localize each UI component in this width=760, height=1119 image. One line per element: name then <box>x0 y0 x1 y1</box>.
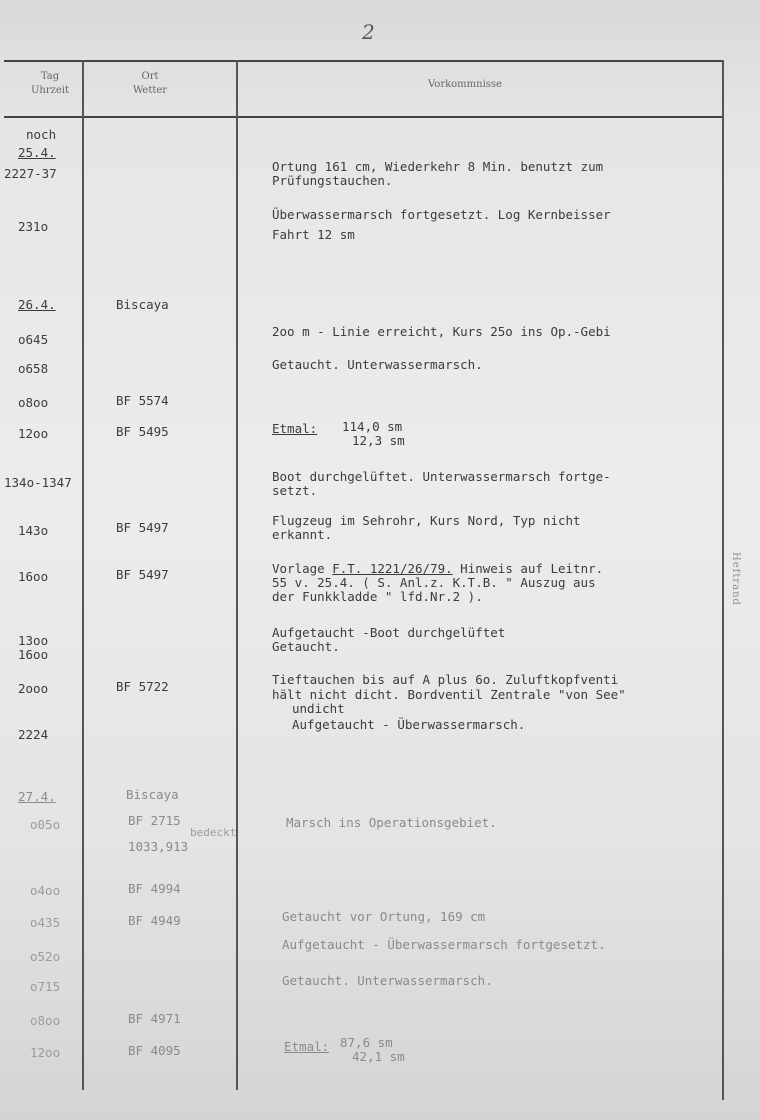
entry-time: o05o <box>30 817 61 832</box>
entry-event-line: Aufgetaucht -Boot durchgelüftet <box>272 625 506 640</box>
entry-pressure: 1033,913 <box>128 839 189 854</box>
entry-event-line: undicht <box>292 701 345 716</box>
entry-place: Biscaya <box>116 297 169 312</box>
margin-note: Heftrand <box>730 552 741 606</box>
entry-event-line: Getaucht. Unterwassermarsch. <box>272 357 483 372</box>
entry-time: o658 <box>18 361 49 376</box>
entry-event-line: Überwassermarsch fortgesetzt. Log Kernbeisser <box>272 207 611 222</box>
entry-event-line: Tieftauchen bis auf A plus 6o. Zuluftkopfventi <box>272 672 619 687</box>
entry-time: 231o <box>18 219 49 234</box>
entry-event-line: Getaucht vor Ortung, 169 cm <box>282 909 486 924</box>
entry-place: BF 4994 <box>128 881 181 896</box>
entry-time: 16oo <box>18 569 49 584</box>
entry-time: 143o <box>18 523 49 538</box>
entry-event-line: setzt. <box>272 483 318 498</box>
header-weather-label: Wetter <box>132 85 168 96</box>
entry-event-line: Aufgetaucht - Überwassermarsch fortgesetzt. <box>282 937 606 952</box>
entry-time: 13oo <box>18 633 49 648</box>
entry-place: BF 5495 <box>116 424 169 439</box>
entry-event-prefix: Vorlage <box>272 561 333 576</box>
entry-time: 134o-1347 <box>4 475 72 490</box>
entry-time: o8oo <box>30 1013 61 1028</box>
header-events <box>400 78 530 92</box>
entry-etmal-value: 87,6 sm <box>340 1035 393 1050</box>
table-header-rule <box>4 116 722 118</box>
entry-etmal-value: 42,1 sm <box>352 1049 405 1064</box>
entry-ft-reference: F.T. 1221/26/79. <box>332 561 453 576</box>
table-right-border <box>722 60 724 1100</box>
entry-time: o715 <box>30 979 61 994</box>
entry-etmal-label: Etmal: <box>272 421 318 436</box>
header-events-label: Vorkommnisse <box>428 79 502 90</box>
entry-time: 2227-37 <box>4 166 57 181</box>
entry-date: 27.4. <box>18 789 56 804</box>
entry-place: BF 4095 <box>128 1043 181 1058</box>
entry-time: o52o <box>30 949 61 964</box>
entry-place: BF 2715 <box>128 813 181 828</box>
entry-event-line: der Funkkladde " lfd.Nr.2 ). <box>272 589 483 604</box>
entry-date: 25.4. <box>18 145 56 160</box>
entry-time: o4oo <box>30 883 61 898</box>
entry-time: o645 <box>18 332 49 347</box>
entry-event-line: Boot durchgelüftet. Unterwassermarsch fortge- <box>272 469 611 484</box>
header-place-weather <box>120 70 180 98</box>
entry-event-line: hält nicht dicht. Bordventil Zentrale "von See" <box>272 687 626 702</box>
column-divider-time <box>82 60 84 1090</box>
entry-place: BF 5574 <box>116 393 169 408</box>
entry-event-line: Getaucht. Unterwassermarsch. <box>282 973 493 988</box>
entry-event-line: Prüfungstauchen. <box>272 173 393 188</box>
entry-etmal-value: 114,0 sm <box>342 419 403 434</box>
entry-event-line: erkannt. <box>272 527 333 542</box>
entry-time: 16oo <box>18 647 49 662</box>
entry-weather: bedeckt <box>190 826 237 839</box>
table-top-rule <box>4 60 722 62</box>
entry-time: o8oo <box>18 395 49 410</box>
entry-event-line: Flugzeug im Sehrohr, Kurs Nord, Typ nicht <box>272 513 581 528</box>
entry-place: BF 4971 <box>128 1011 181 1026</box>
entry-event-line: Aufgetaucht - Überwassermarsch. <box>292 717 526 732</box>
entry-event-line: Marsch ins Operationsgebiet. <box>286 815 497 830</box>
entry-time: 2224 <box>18 727 49 742</box>
entry-place: Biscaya <box>126 787 179 802</box>
entry-place: BF 5497 <box>116 567 169 582</box>
entry-date-continued: noch <box>26 127 57 142</box>
entry-event-line: 55 v. 25.4. ( S. Anl.z. K.T.B. " Auszug aus <box>272 575 596 590</box>
entry-event-line: Fahrt 12 sm <box>272 227 355 242</box>
column-divider-place <box>236 60 238 1090</box>
entry-event-suffix: Hinweis auf Leitnr. <box>452 561 604 576</box>
entry-event-line: Ortung 161 cm, Wiederkehr 8 Min. benutzt zum <box>272 159 604 174</box>
entry-place: BF 5497 <box>116 520 169 535</box>
header-date-time <box>22 70 78 98</box>
header-place-label: Ort <box>141 71 159 82</box>
entry-event-line: 2oo m - Linie erreicht, Kurs 25o ins Op.-Gebi <box>272 324 611 339</box>
entry-time: o435 <box>30 915 61 930</box>
entry-etmal-label: Etmal: <box>284 1039 330 1054</box>
page-number: 2 <box>362 20 375 44</box>
entry-etmal-value: 12,3 sm <box>352 433 405 448</box>
header-date-label: Tag <box>40 71 60 82</box>
entry-place: BF 4949 <box>128 913 181 928</box>
entry-time: 12oo <box>30 1045 61 1060</box>
entry-event-line: Getaucht. <box>272 639 340 654</box>
entry-place: BF 5722 <box>116 679 169 694</box>
entry-event-line <box>272 562 603 576</box>
header-time-label: Uhrzeit <box>30 85 70 96</box>
entry-date: 26.4. <box>18 297 56 312</box>
entry-time: 2ooo <box>18 681 49 696</box>
entry-time: 12oo <box>18 426 49 441</box>
